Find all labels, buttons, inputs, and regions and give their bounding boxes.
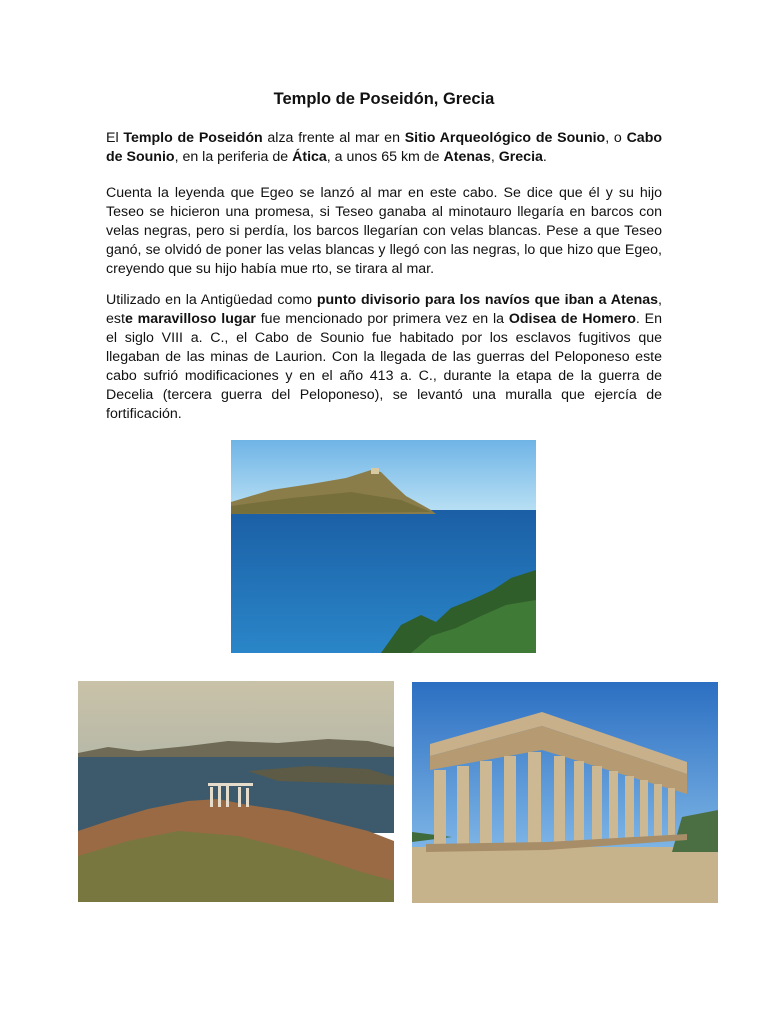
p1-text: , xyxy=(490,149,499,165)
p1-text: , o xyxy=(605,130,627,146)
p1-bold-athens: Atenas xyxy=(443,149,491,165)
p1-bold-site: Sitio Arqueológico de Sounio xyxy=(404,130,606,146)
cape-sounion-sea-photo xyxy=(231,440,536,653)
doric-temple-photo xyxy=(412,682,718,903)
p1-text: El xyxy=(106,130,124,146)
p1-text: . xyxy=(542,149,547,165)
page-title: Templo de Poseidón, Grecia xyxy=(273,90,495,108)
p1-bold-temple: Templo de Poseidón xyxy=(123,130,263,146)
p3-text: . En el siglo VIII a. C., el Cabo de Sounio fue habitado por los esclavos fugitivos que llegaban de las minas de Laurion. Con la llegada de las guerras del Peloponeso este cabo sufrió modificaciones y en el año 413 a. C., durante la etapa de la guerra de Decelia (tercera guerra del Peloponeso), se levantó una muralla que ejercía de fortificación. xyxy=(106,311,662,422)
paragraph-history xyxy=(106,291,662,424)
p3-bold-odyssey: Odisea de Homero xyxy=(508,311,636,327)
p1-bold-greece: Grecia xyxy=(498,149,543,165)
p1-text: alza frente al mar en xyxy=(262,130,405,146)
p1-text: , en la periferia de xyxy=(174,149,293,165)
paragraph-intro xyxy=(106,129,662,167)
p3-text: Utilizado en la Antigüedad como xyxy=(106,292,317,308)
p1-bold-attica: Ática xyxy=(292,149,327,165)
p1-bold-cape: Cabo de Sounio xyxy=(106,130,663,165)
p3-text: fue mencionado por primera vez en la xyxy=(255,311,509,327)
p3-text: , est xyxy=(106,292,662,327)
p3-bold-divider: punto divisorio para los navíos que iban a Atenas xyxy=(316,292,659,308)
p3-bold-place: e maravilloso lugar xyxy=(124,311,256,327)
paragraph-legend: Cuenta la leyenda que Egeo se lanzó al mar en este cabo. Se dice que él y su hijo Teseo se hicieron una promesa, si Teseo ganaba al minotauro llegaría en barcos con velas negras, pero si perdía, los barcos llegarían con velas blancas. Pese a que Teseo ganó, se olvidó de poner las velas blancas y llegó con las negras, lo que hizo que Egeo, creyendo que su hijo había mue rto, se tirara al mar. xyxy=(106,185,662,277)
sounion-aerial-photo xyxy=(78,681,394,902)
p1-text: , a unos 65 km de xyxy=(326,149,444,165)
